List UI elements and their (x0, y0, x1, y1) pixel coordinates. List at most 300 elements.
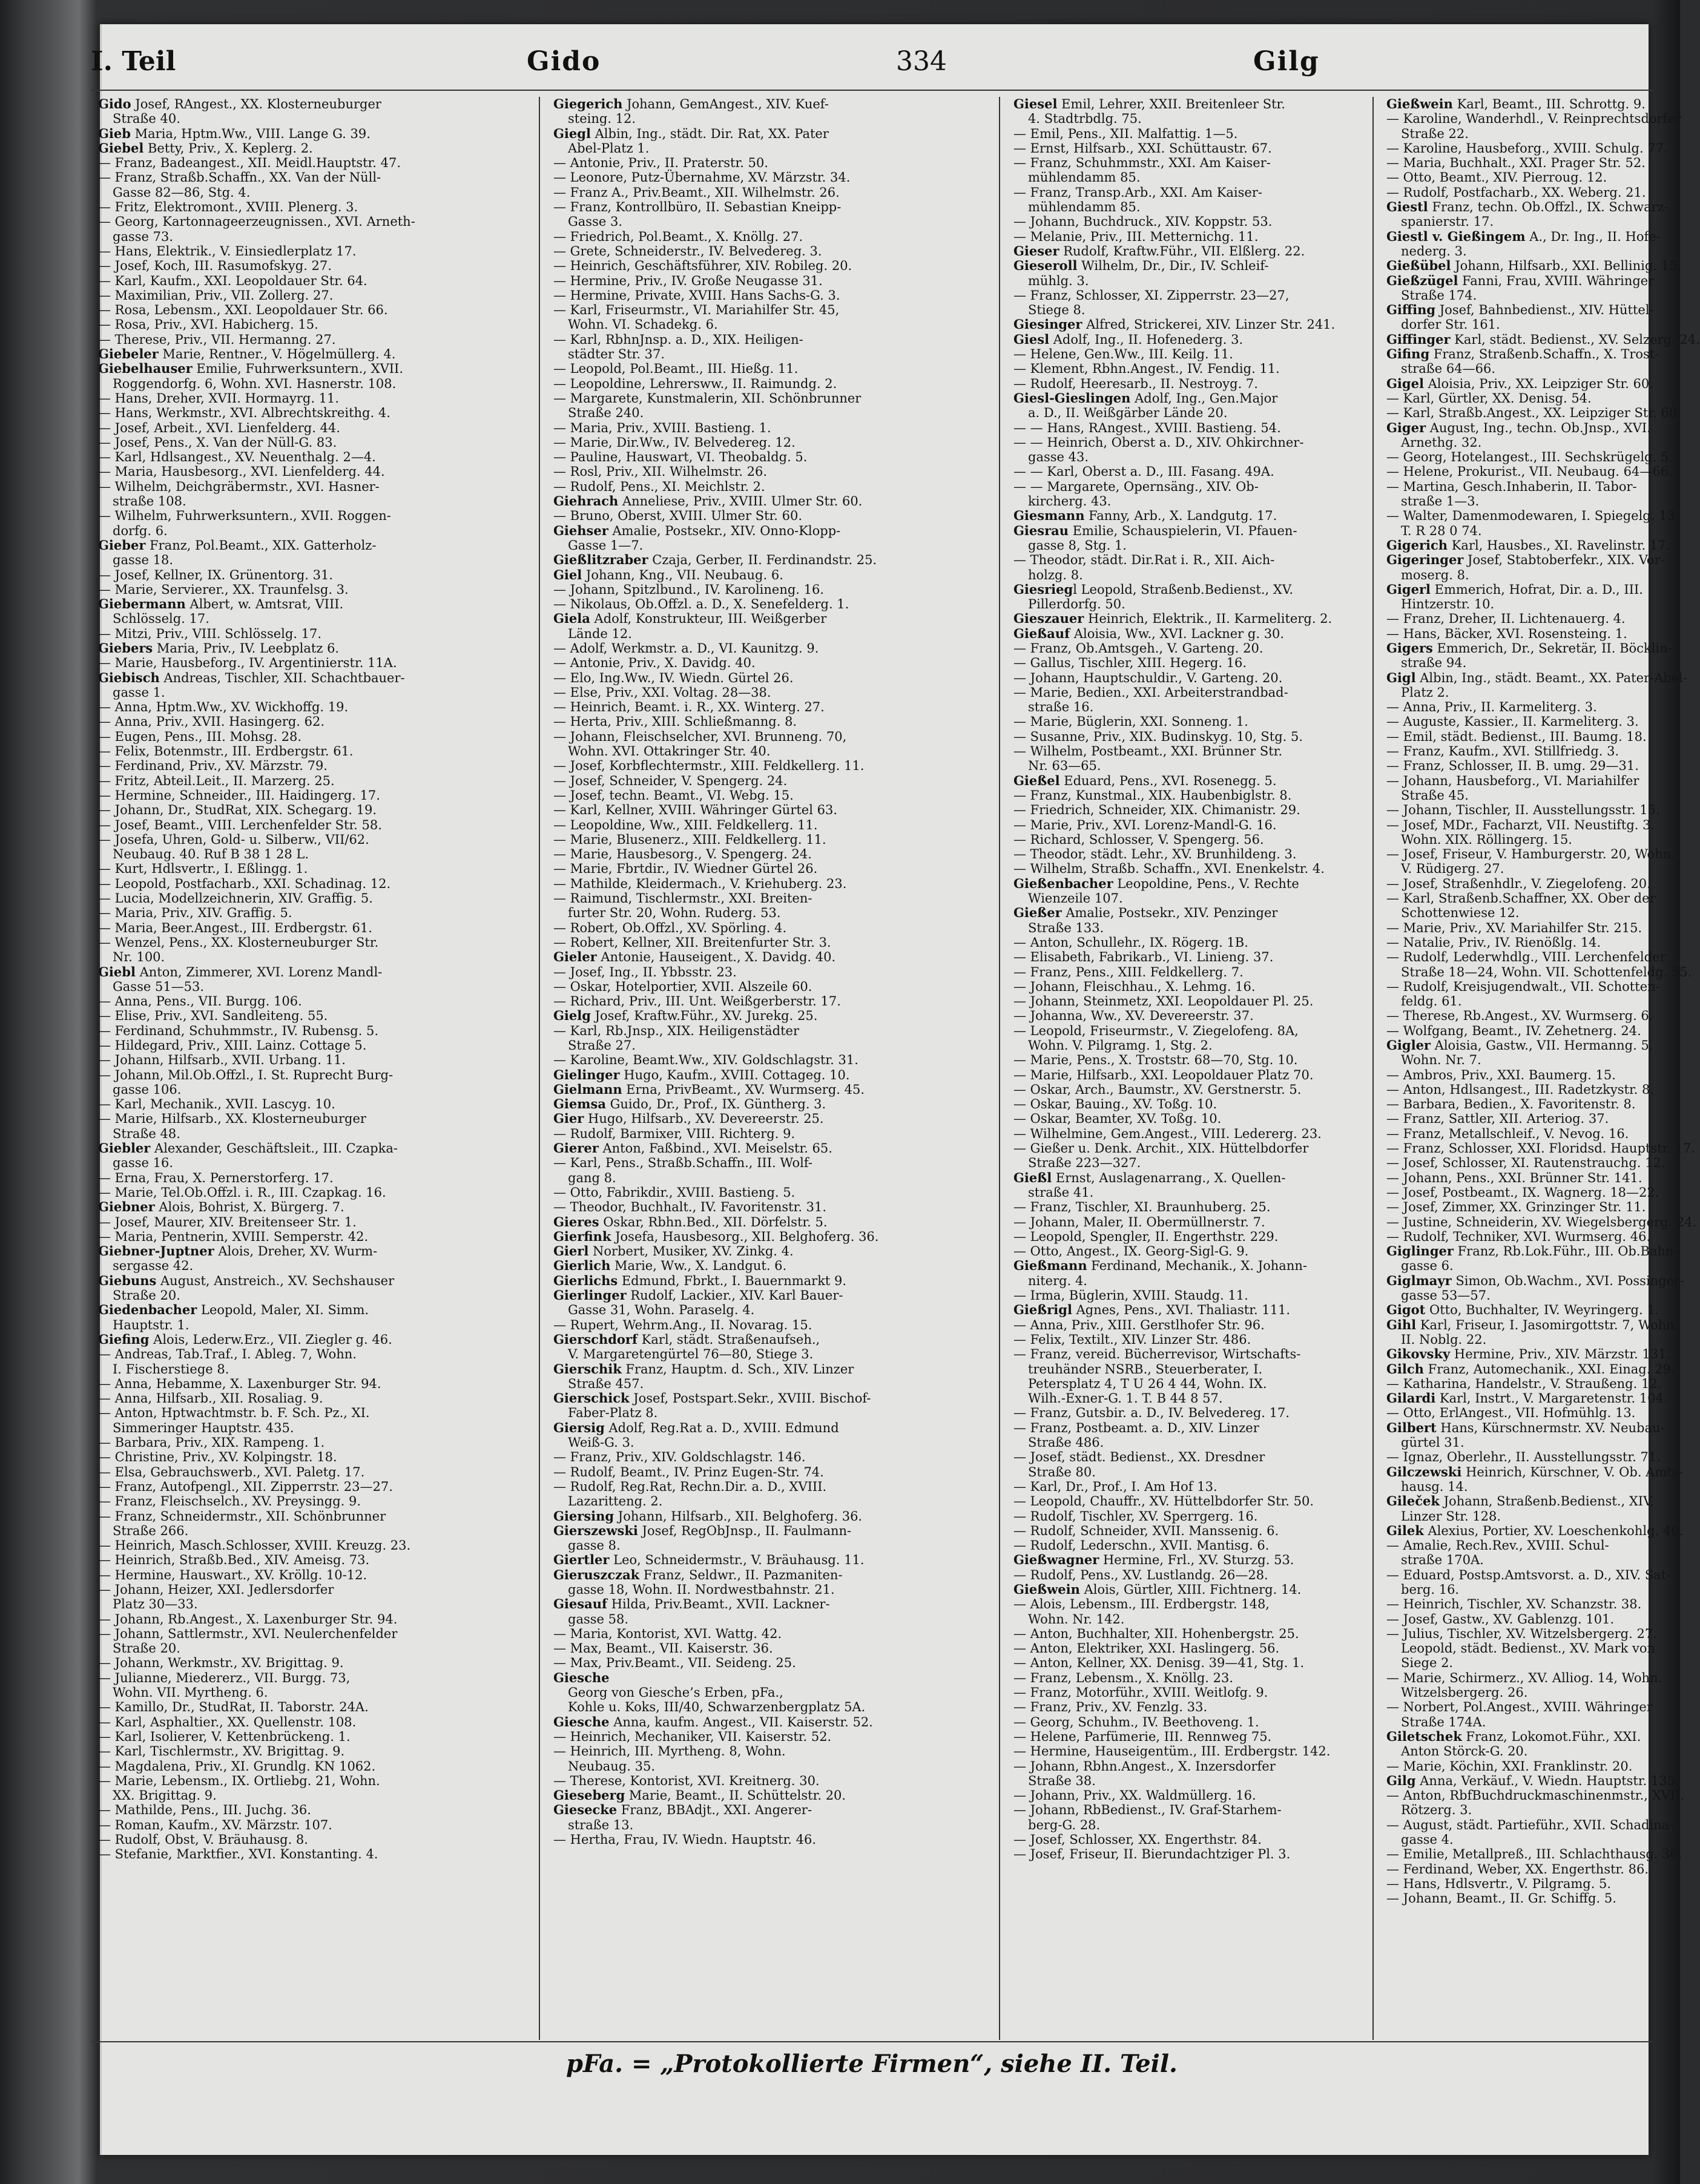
entry-text: gasse 18. (113, 553, 174, 568)
entry-surname: Giegl (553, 125, 591, 141)
directory-line (98, 774, 530, 788)
directory-line (1386, 1390, 1668, 1406)
directory-line (1386, 700, 1644, 714)
directory-line (553, 1406, 990, 1420)
directory-line (98, 729, 530, 744)
directory-line (1013, 1391, 1364, 1406)
entry-text: — Raimund, Tischlermstr., XXI. Breiten- (553, 891, 812, 906)
directory-line (98, 1803, 530, 1817)
directory-line (1013, 656, 1364, 670)
directory-line (1386, 317, 1644, 332)
entry-text: — Karl, Mechanik., XVII. Lascyg. 10. (98, 1097, 335, 1112)
entry-text: Josef, Stabtoberfekr., XIX. Vor- (1463, 553, 1665, 568)
directory-line (98, 597, 530, 611)
entry-text: Weiß-G. 3. (568, 1435, 634, 1450)
entry-text: Anton Störck-G. 20. (1401, 1744, 1528, 1759)
entry-text: — Heinrich, III. Myrtheng. 8, Wohn. (553, 1744, 786, 1759)
entry-text: Johann, GemAngest., XIV. Kuef- (622, 97, 829, 111)
entry-text: — Hermine, Schneider., III. Haidingerg. 17. (98, 788, 380, 803)
directory-line (1013, 1612, 1364, 1626)
entry-text: — Karl, Friseurmstr., VI. Mariahilfer Str. 45, (553, 303, 840, 318)
directory-line (553, 332, 990, 347)
entry-surname: Giebl (98, 964, 136, 979)
entry-text: Johann, Hilfsarb., XXI. Bellinig. 15. (1451, 258, 1682, 274)
directory-line (1013, 274, 1364, 288)
entry-text: Gasse 3. (568, 214, 622, 229)
directory-line (553, 788, 990, 803)
entry-surname: Giehrach (553, 493, 619, 509)
entry-text: — Hermine, Hauswart., XV. Kröllg. 10-12. (98, 1567, 367, 1582)
directory-line (98, 611, 530, 626)
entry-text: — Marie, Priv., XV. Mariahilfer Str. 215. (1386, 920, 1642, 935)
directory-line (1013, 1538, 1364, 1553)
directory-line (1013, 906, 1364, 920)
entry-surname: Gier (553, 1111, 584, 1127)
directory-line (1013, 788, 1364, 803)
entry-text: Franz, Automechanik., XXI. Einag. 29. (1423, 1361, 1675, 1377)
directory-line (1386, 1200, 1644, 1214)
directory-line (1013, 1068, 1364, 1082)
entry-text: Straße 80. (1028, 1464, 1096, 1479)
entry-text: — Helene, Gen.Ww., III. Keilg. 11. (1013, 347, 1233, 362)
directory-line (98, 1406, 530, 1420)
directory-line (553, 1435, 990, 1450)
entry-surname: Gieseroll (1013, 258, 1078, 274)
entry-text: — Andreas, Tab.Traf., I. Ableg. 7, Wohn. (98, 1347, 357, 1362)
entry-text: Gasse 82—86, Stg. 4. (113, 185, 251, 200)
directory-line (98, 1303, 530, 1317)
directory-line (1013, 729, 1364, 744)
entry-surname: Gigel (1386, 375, 1424, 391)
entry-text: — Karoline, Wanderhdl., V. Reinprechtsdorfer (1386, 111, 1681, 127)
entry-text: — Leopold, Chauffr., XV. Hüttelbdorfer Str. 50. (1013, 1494, 1314, 1509)
entry-text: — Maria, Pentnerin, XVIII. Semperstr. 42. (98, 1229, 369, 1244)
entry-text: l Leopold, Straßenb.Bedienst., XV. (1073, 582, 1294, 597)
directory-line (1013, 1524, 1364, 1538)
directory-line (1386, 1522, 1684, 1538)
directory-line (98, 1244, 530, 1258)
directory-line (553, 921, 990, 935)
directory-line (98, 391, 530, 406)
entry-text: — Roman, Kaufm., XV. Märzstr. 107. (98, 1817, 332, 1832)
directory-line (1386, 729, 1647, 744)
directory-line (553, 1524, 990, 1538)
entry-text: — Katharina, Handelstr., V. Straußeng. 12. (1386, 1376, 1662, 1391)
directory-line (1013, 1568, 1364, 1582)
directory-line (553, 568, 990, 582)
directory-line (1386, 1700, 1653, 1715)
entry-text: — Franz, Kontrollbüro, II. Sebastian Kneipp- (553, 200, 842, 215)
directory-line (553, 1465, 990, 1479)
entry-text: — Marie, Büglerin, XXI. Sonneng. 1. (1013, 714, 1248, 729)
entry-text: Adolf, Ing., II. Hofenederg. 3. (1049, 332, 1244, 347)
entry-text: — Leopold, Pol.Beamt., III. Hießg. 11. (553, 361, 799, 377)
directory-line (98, 288, 530, 303)
entry-text: Rudolf, Lackier., XIV. Karl Bauer- (626, 1288, 843, 1303)
entry-text: — Marie, Pens., X. Troststr. 68—70, Stg. 10. (1013, 1053, 1298, 1068)
directory-line (1013, 994, 1364, 1008)
directory-line (98, 1141, 530, 1156)
entry-text: — Hermine, Private, XVIII. Hans Sachs-G. 3. (553, 288, 840, 303)
entry-text: — Josef, Schneider, V. Spengerg. 24. (553, 773, 788, 788)
directory-line (1386, 788, 1644, 803)
entry-text: — Franz, Kaufm., XVI. Stillfriedg. 3. (1386, 744, 1619, 759)
entry-text: — Karl, Asphaltier., XX. Quellenstr. 108. (98, 1714, 357, 1729)
directory-line (98, 1111, 530, 1126)
entry-text: — Ambros, Priv., XXI. Baumerg. 15. (1386, 1067, 1616, 1082)
entry-text: Otto, Buchhalter, IV. Weyringerg. 1. (1425, 1303, 1659, 1318)
directory-line (98, 1171, 530, 1185)
directory-line (553, 288, 990, 303)
directory-line (553, 1332, 990, 1347)
entry-text: — Franz, Gutsbir. a. D., IV. Belvedereg. 17. (1013, 1406, 1290, 1421)
entry-text: — Karl, RbhnJnsp. a. D., XIX. Heiligen- (553, 332, 803, 347)
entry-text: Aloisia, Ww., XVI. Lackner g. 30. (1070, 626, 1285, 641)
entry-text: Roggendorfg. 6, Wohn. XVI. Hasnerstr. 108. (113, 376, 397, 391)
directory-line (553, 1068, 990, 1082)
entry-text: — Gießer u. Denk. Archit., XIX. Hüttelbdorfer (1013, 1141, 1309, 1156)
entry-surname: Gießwagner (1013, 1552, 1099, 1568)
entry-text: gasse 106. (113, 1082, 182, 1097)
entry-text: — Karl, Straßb.Angest., XX. Leipziger Str. 60. (1386, 406, 1681, 421)
directory-line (1386, 494, 1644, 508)
entry-surname: Gieruszczak (553, 1567, 640, 1582)
entry-text: Alois, Dreher, XV. Wurm- (214, 1244, 378, 1259)
entry-text: — Josefa, Uhren, Gold- u. Silberw., VII/62. (98, 832, 369, 847)
directory-line (553, 479, 990, 494)
directory-line (1013, 641, 1364, 656)
entry-text: — Josef, Beamt., VIII. Lerchenfelder Str. 58. (98, 817, 382, 832)
entry-surname: Gilczewski (1386, 1464, 1462, 1479)
entry-text: — Johann, Spitzlbund., IV. Karolineng. 16. (553, 582, 825, 597)
entry-text: Alois, Bohrist, X. Bürgerg. 7. (154, 1200, 344, 1215)
entry-text: — Elisabeth, Fabrikarb., VI. Linieng. 37. (1013, 950, 1274, 965)
directory-line (553, 553, 990, 567)
directory-line (1013, 921, 1364, 935)
entry-text: — Hildegard, Priv., XIII. Lainz. Cottage 5. (98, 1038, 367, 1053)
entry-text: — Mitzi, Priv., VIII. Schlösselg. 17. (98, 626, 322, 641)
directory-line (98, 553, 530, 567)
directory-line (1013, 1406, 1364, 1420)
entry-text: mühlg. 3. (1028, 273, 1089, 288)
directory-line (98, 1685, 530, 1700)
entry-text: Marie, Beamt., II. Schüttelstr. 20. (625, 1788, 846, 1803)
entry-text: — Therese, Priv., VII. Hermanng. 27. (98, 332, 336, 347)
entry-text: — Franz, Badeangest., XII. Meidl.Hauptstr. 47. (98, 156, 401, 171)
entry-text: — Anton, Hdlsangest., III. Radetzkystr. 8. (1386, 1082, 1655, 1097)
entry-text: — Rudolf, Kreisjugendwalt., VII. Schotten- (1386, 979, 1660, 994)
directory-line (1386, 1008, 1653, 1024)
directory-line (98, 450, 530, 464)
directory-line (1386, 1419, 1665, 1435)
entry-text: — Johann, Fleischselcher, XVI. Brunneng. 70, (553, 729, 847, 744)
entry-text: dorfg. 6. (113, 523, 168, 538)
directory-line (98, 538, 530, 553)
entry-text: Franz, Pol.Beamt., XIX. Gatterholz- (145, 538, 377, 553)
entry-text: Hugo, Hilfsarb., XV. Devereerstr. 25. (584, 1111, 824, 1127)
entry-text: — Heinrich, Masch.Schlosser, XVIII. Kreuzg. 23. (98, 1538, 411, 1553)
directory-line (553, 994, 990, 1008)
entry-text: Lazaritteng. 2. (568, 1494, 663, 1509)
entry-text: — Johann, Fleischhau., X. Lehmg. 16. (1013, 979, 1256, 994)
directory-line (98, 229, 530, 244)
entry-text: Platz 2. (1401, 685, 1449, 700)
directory-line (553, 494, 990, 508)
directory-line (1013, 861, 1364, 876)
directory-line (1013, 1582, 1364, 1597)
directory-line (553, 156, 990, 170)
entry-text: Kohle u. Koks, III/40, Schwarzenbergplatz 5A. (568, 1700, 866, 1715)
entry-text: — Josef, Straßenhdlr., V. Ziegelofeng. 20. (1386, 876, 1651, 891)
directory-line (1013, 332, 1364, 347)
directory-line (1013, 847, 1364, 861)
directory-line (553, 538, 990, 553)
entry-text: Stiege 8. (1028, 303, 1086, 318)
directory-line (553, 244, 990, 258)
entry-text: — Barbara, Priv., XIX. Rampeng. 1. (98, 1435, 325, 1450)
entry-text: — Josef, Schlosser, XI. Rautenstrauchg. 12. (1386, 1156, 1665, 1171)
entry-text: — Marie, Schirmerz., XV. Alliog. 14, Wohn. (1386, 1670, 1662, 1685)
entry-text: — Natalie, Priv., IV. Rienößlg. 14. (1386, 935, 1601, 950)
entry-text: — Johann, Hausbeforg., VI. Mariahilfer (1386, 773, 1639, 788)
directory-line (553, 1626, 990, 1641)
directory-line (98, 332, 530, 347)
entry-text: — Marie, Hilfsarb., XXI. Leopoldauer Platz 70. (1013, 1067, 1314, 1082)
entry-text: — Maximilian, Priv., VII. Zollerg. 27. (98, 288, 334, 303)
directory-line (1013, 1788, 1364, 1803)
entry-text: — Rosa, Lebensm., XXI. Leopoldauer Str. 66. (98, 303, 388, 318)
entry-text: — Fritz, Abteil.Leit., II. Marzerg. 25. (98, 773, 335, 788)
entry-text: — Marie, Servierer., XX. Traunfelsg. 3. (98, 582, 349, 597)
column-1 (91, 97, 540, 2040)
entry-text: — Auguste, Kassier., II. Karmeliterg. 3. (1386, 714, 1639, 729)
directory-line (1013, 1111, 1364, 1126)
entry-text: — Rudolf, Beamt., IV. Prinz Eugen-Str. 74. (553, 1464, 824, 1479)
directory-line (553, 1229, 990, 1244)
directory-line (1013, 832, 1364, 847)
entry-text: Anton, Faßbind., XVI. Meiselstr. 65. (598, 1141, 832, 1156)
directory-line (553, 611, 990, 626)
entry-text: gasse 8. (568, 1538, 621, 1553)
directory-line (1386, 876, 1651, 891)
entry-text: — Karl, Gürtler, XX. Denisg. 54. (1386, 390, 1592, 406)
entry-text: Franz, Rb.Lok.Führ., III. Ob.Bahn- (1453, 1244, 1678, 1259)
entry-text: — Marie, Priv., XVI. Lorenz-Mandl-G. 16. (1013, 817, 1277, 832)
entry-text: — Alois, Lebensm., III. Erdbergstr. 148, (1013, 1597, 1270, 1612)
entry-text: Josef, Postspart.Sekr., XVIII. Bischof- (629, 1391, 871, 1406)
entry-text: Wohn. Nr. 142. (1028, 1611, 1125, 1626)
entry-text: — Otto, Angest., IX. Georg-Sigl-G. 9. (1013, 1244, 1249, 1259)
entry-text: Faber-Platz 8. (568, 1406, 658, 1421)
directory-line (1013, 494, 1364, 508)
entry-text: — Wolfgang, Beamt., IV. Zehetnerg. 24. (1386, 1023, 1641, 1038)
entry-text: Betty, Priv., X. Keplerg. 2. (143, 140, 313, 156)
directory-line (1386, 552, 1665, 568)
directory-line (98, 303, 530, 317)
entry-text: — Robert, Kellner, XII. Breitenfurter Str. 3. (553, 935, 831, 950)
entry-text: Fanni, Frau, XVIII. Währinger (1458, 273, 1655, 288)
entry-text: — Hans, Werkmstr., XVI. Albrechtskreithg. 4. (98, 406, 390, 421)
entry-text: gürtel 31. (1401, 1435, 1464, 1450)
directory-line (1013, 700, 1364, 714)
entry-text: Wienzeile 107. (1028, 891, 1123, 906)
entry-text: feldg. 61. (1401, 994, 1462, 1009)
part-label: I. Teil (91, 46, 176, 77)
directory-line (1386, 1788, 1685, 1803)
entry-text: Hauptstr. 1. (113, 1317, 189, 1332)
directory-line (553, 1127, 990, 1141)
entry-text: — Josef, Koch, III. Rasumofskyg. 27. (98, 258, 332, 274)
entry-text: — Ferdinand, Priv., XV. Märzstr. 79. (98, 758, 328, 774)
directory-line (553, 1200, 990, 1214)
directory-line (1386, 1450, 1661, 1465)
entry-text: — Therese, Kontorist, XVI. Kreitnerg. 30. (553, 1773, 820, 1788)
entry-text: — Franz, Straßb.Schaffn., XX. Van der Nüll- (98, 170, 381, 185)
entry-text: Fanny, Arb., X. Landgutg. 17. (1084, 508, 1277, 524)
entry-surname: Giesel (1013, 96, 1058, 111)
directory-line (1013, 421, 1364, 435)
entry-text: — Walter, Damenmodewaren, I. Spiegelg. 13. (1386, 508, 1679, 524)
directory-line (98, 1332, 530, 1347)
entry-text: — Adolf, Werkmstr. a. D., VI. Kaunitzg. 9. (553, 640, 819, 656)
directory-line (1386, 524, 1644, 538)
directory-line (98, 1200, 530, 1214)
directory-line (1013, 435, 1364, 450)
directory-line (1386, 1538, 1644, 1553)
entry-text: — Karl, Isolierer, V. Kettenbrückeng. 1. (98, 1729, 351, 1744)
directory-line (1013, 450, 1364, 464)
directory-line (1013, 568, 1364, 582)
directory-line (98, 656, 530, 670)
directory-line (98, 1185, 530, 1200)
entry-text: — Heinrich, Mechaniker, VII. Kaiserstr. 52. (553, 1729, 832, 1744)
directory-line (553, 774, 990, 788)
directory-line (98, 464, 530, 479)
entry-surname: Giebner (98, 1199, 155, 1215)
entry-text: Albin, Ing., städt. Beamt., XX. Pater-Abel- (1415, 670, 1687, 685)
directory-line (1386, 1803, 1644, 1817)
entry-text: T. R 28 0 74. (1401, 523, 1482, 538)
entry-text: — Johann, Sattlermstr., XVI. Neulerchenfelder (98, 1626, 398, 1641)
directory-line (1013, 1288, 1364, 1303)
entry-text: Heinrich, Kürschner, V. Ob. Amts- (1461, 1464, 1683, 1479)
directory-line (1386, 244, 1644, 258)
directory-line (553, 450, 990, 464)
directory-line (1013, 1318, 1364, 1332)
directory-line (1386, 450, 1673, 465)
directory-line (1013, 891, 1364, 906)
entry-text: — Hermine, Hauseigentüm., III. Erdbergstr. 142. (1013, 1744, 1331, 1759)
entry-surname: Gigl (1386, 669, 1416, 685)
directory-line (1386, 537, 1670, 553)
directory-line (1013, 1215, 1364, 1229)
directory-line (98, 803, 530, 817)
last-entry-name: Gilg (1253, 46, 1320, 77)
entry-text: — Marie, Hausbeforg., IV. Argentinierstr. 11A. (98, 656, 397, 671)
entry-surname: Giletschek (1386, 1728, 1462, 1744)
directory-line (1386, 1729, 1644, 1744)
directory-line (98, 1494, 530, 1508)
entry-text: Czaja, Gerber, II. Ferdinandstr. 25. (648, 553, 877, 568)
entry-text: — Anton, RbfBuchdruckmaschinenmstr., XVII. (1386, 1788, 1685, 1803)
entry-text: gasse 73. (113, 229, 174, 244)
directory-line (553, 1024, 990, 1038)
entry-text: — Rudolf, Obst, V. Bräuhausg. 8. (98, 1832, 308, 1847)
entry-text: — Johann, Buchdruck., XIV. Koppstr. 53. (1013, 214, 1273, 229)
entry-text: — Georg, Kartonnageerzeugnissen., XVI. Arneth- (98, 214, 415, 229)
entry-text: Anna, kaufm. Angest., VII. Kaiserstr. 52. (609, 1714, 873, 1729)
directory-line (1386, 140, 1668, 156)
entry-text: — Johann, Heizer, XXI. Jedlersdorfer (98, 1582, 334, 1597)
directory-line (1386, 1332, 1644, 1347)
directory-line (1386, 891, 1656, 906)
directory-line (1386, 331, 1700, 347)
directory-line (553, 1774, 990, 1788)
entry-surname: Gigerich (1386, 537, 1448, 553)
directory-line (98, 744, 530, 758)
directory-line (1013, 1509, 1364, 1524)
directory-line (553, 1700, 990, 1714)
directory-line (98, 1377, 530, 1391)
directory-line (1386, 288, 1644, 303)
directory-line (1013, 524, 1364, 538)
entry-surname: Gieb (98, 125, 131, 141)
entry-text: — — Margarete, Opernsäng., XIV. Ob- (1013, 479, 1259, 494)
directory-line (98, 1524, 530, 1538)
entry-surname: Gießer (1013, 905, 1062, 921)
entry-text: sergasse 42. (113, 1258, 194, 1274)
directory-line (98, 1612, 530, 1626)
directory-line (1386, 1626, 1657, 1641)
directory-line (98, 127, 530, 141)
entry-surname: Giebel (98, 140, 144, 156)
entry-text: Alois, Lederw.Erz., VII. Ziegler g. 46. (149, 1332, 392, 1347)
entry-text: — Therese, Rb.Angest., XV. Wurmserg. 6. (1386, 1008, 1653, 1024)
entry-text: straße 64—66. (1401, 361, 1496, 377)
directory-line (553, 1288, 990, 1303)
directory-line (1013, 1097, 1364, 1111)
directory-line (98, 1847, 530, 1861)
entry-text: — Heinrich, Geschäftsführer, XIV. Robileg. 20. (553, 258, 852, 274)
entry-text: — Josef, Pens., X. Van der Nüll-G. 83. (98, 435, 337, 450)
entry-text: — Anna, Priv., II. Karmeliterg. 3. (1386, 700, 1597, 715)
entry-text: August, Ing., techn. Ob.Jnsp., XVI. (1426, 420, 1651, 435)
directory-line (1013, 258, 1364, 273)
directory-line (98, 317, 530, 332)
directory-line (98, 1068, 530, 1082)
entry-text: Wohn. XIX. Röllingerg. 15. (1401, 832, 1572, 847)
entry-text: — Norbert, Pol.Angest., XVIII. Währinger (1386, 1700, 1653, 1715)
directory-line (98, 274, 530, 288)
directory-line (553, 700, 990, 714)
entry-text: Josefa, Hausbesorg., XII. Belghoferg. 36. (611, 1229, 879, 1244)
entry-text: — Leonore, Putz-Übernahme, XV. Märzstr. 34. (553, 170, 851, 185)
entry-text: — Otto, ErlAngest., VII. Hofmühlg. 13. (1386, 1406, 1636, 1421)
directory-line (1386, 199, 1669, 215)
directory-line (553, 1671, 990, 1685)
entry-text: — Rosa, Priv., XVI. Habicherg. 15. (98, 317, 318, 332)
directory-line (1013, 1024, 1364, 1038)
directory-line (1013, 1244, 1364, 1258)
directory-line (1013, 1171, 1364, 1185)
directory-line (553, 1082, 990, 1097)
entry-text: — Karl, Hdlsangest., XV. Neuenthalg. 2—4. (98, 450, 376, 465)
entry-text: Platz 30—33. (113, 1597, 198, 1612)
directory-line (98, 1671, 530, 1685)
entry-text: — Wilhelm, Postbeamt., XXI. Brünner Str. (1013, 744, 1283, 759)
entry-surname: Giestl (1386, 199, 1428, 215)
entry-text: — Herta, Priv., XIII. Schließmanng. 8. (553, 714, 797, 729)
